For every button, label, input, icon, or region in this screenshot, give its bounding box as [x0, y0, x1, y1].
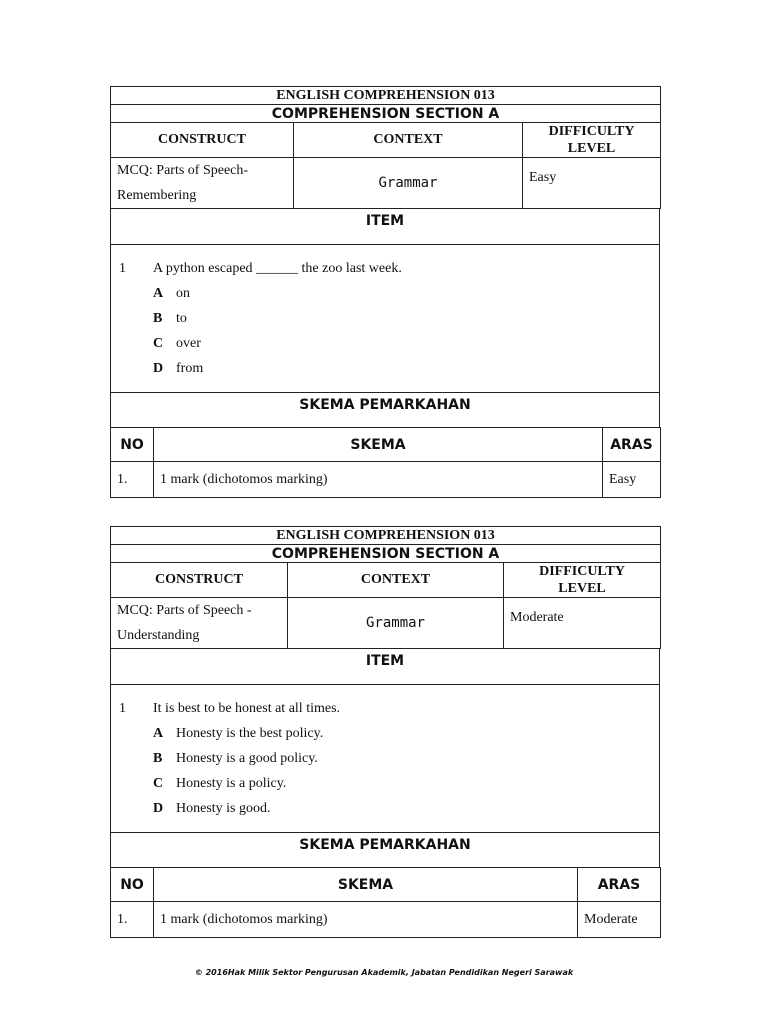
- skema-table: [110, 427, 661, 498]
- option-a: A Honesty is the best policy.: [153, 726, 324, 741]
- comprehension-card-2: [110, 526, 660, 938]
- option-c: C Honesty is a policy.: [153, 776, 287, 791]
- context-value: Grammar: [294, 158, 523, 209]
- skema-title: SKEMA PEMARKAHAN: [111, 833, 660, 868]
- skema-no-header: NO: [111, 868, 154, 902]
- option-d: D from: [153, 361, 204, 376]
- difficulty-header: DIFFICULTY LEVEL: [504, 563, 661, 598]
- card-title: ENGLISH COMPREHENSION 013: [111, 87, 661, 105]
- question-block: [111, 685, 660, 833]
- difficulty-value: Moderate: [504, 598, 661, 649]
- skema-no: 1.: [111, 462, 154, 498]
- context-header: CONTEXT: [288, 563, 504, 598]
- item-header: ITEM: [111, 649, 660, 685]
- card-title: ENGLISH COMPREHENSION 013: [111, 527, 661, 545]
- question-block: [111, 245, 660, 393]
- context-header: CONTEXT: [294, 123, 523, 158]
- construct-header: CONSTRUCT: [111, 123, 294, 158]
- skema-title: SKEMA PEMARKAHAN: [111, 393, 660, 428]
- header-table: [110, 526, 661, 649]
- skema-text: 1 mark (dichotomos marking): [154, 462, 603, 498]
- difficulty-value: Easy: [523, 158, 661, 209]
- context-value: Grammar: [288, 598, 504, 649]
- construct-value: MCQ: Parts of Speech- Remembering: [111, 158, 294, 209]
- item-table: [110, 648, 660, 868]
- card-subtitle: COMPREHENSION SECTION A: [111, 105, 661, 123]
- item-header: ITEM: [111, 209, 660, 245]
- comprehension-card-1: [110, 86, 660, 498]
- option-a: A on: [153, 286, 190, 301]
- question-text: It is best to be honest at all times.: [153, 701, 341, 716]
- question-number: 1: [119, 701, 126, 716]
- skema-header: SKEMA: [154, 428, 603, 462]
- difficulty-header: DIFFICULTY LEVEL: [523, 123, 661, 158]
- construct-value: MCQ: Parts of Speech - Understanding: [111, 598, 288, 649]
- construct-header: CONSTRUCT: [111, 563, 288, 598]
- skema-no-header: NO: [111, 428, 154, 462]
- skema-aras: Easy: [603, 462, 661, 498]
- option-c: C over: [153, 336, 201, 351]
- skema-header: SKEMA: [154, 868, 578, 902]
- question-number: 1: [119, 261, 126, 276]
- skema-no: 1.: [111, 902, 154, 938]
- option-b: B to: [153, 311, 187, 326]
- skema-aras: Moderate: [578, 902, 661, 938]
- option-d: D Honesty is good.: [153, 801, 271, 816]
- copyright-footer: © 2016Hak Milik Sektor Pengurusan Akademik, Jabatan Pendidikan Negeri Sarawak: [194, 968, 574, 977]
- skema-aras-header: ARAS: [603, 428, 661, 462]
- skema-aras-header: ARAS: [578, 868, 661, 902]
- option-b: B Honesty is a good policy.: [153, 751, 318, 766]
- item-table: [110, 208, 660, 428]
- header-table: [110, 86, 661, 209]
- skema-table: [110, 867, 661, 938]
- card-subtitle: COMPREHENSION SECTION A: [111, 545, 661, 563]
- question-text: A python escaped ______ the zoo last week.: [153, 261, 402, 276]
- skema-text: 1 mark (dichotomos marking): [154, 902, 578, 938]
